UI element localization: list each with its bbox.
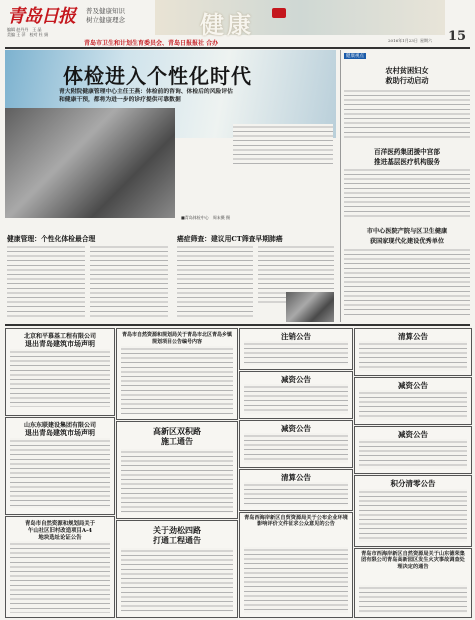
mid-right-col-1 <box>177 244 253 319</box>
notice-13 <box>354 377 472 425</box>
notice-4-title: 青岛市自然资源和规划局关于青岛市北区青岛乡镇 <box>121 332 232 338</box>
right-story-3-title-b: 获国家现代化建设优秀单位 <box>369 238 445 245</box>
notice-4 <box>116 328 238 420</box>
notice-3 <box>5 516 115 618</box>
lead-article <box>5 50 336 230</box>
notice-15-title: 积分清零公告 <box>390 479 436 488</box>
notice-9-title: 减资公告 <box>281 424 311 433</box>
lead-subtitle-2: 和健康干预，都将为进一步的诊疗提供可靠数据 <box>59 97 181 103</box>
mid-left-col-2 <box>90 244 168 319</box>
lead-intro-text <box>233 124 333 164</box>
notice-10 <box>239 469 353 511</box>
mid-right-headline: 癌症筛查：建议用CT筛查早期肺癌 <box>177 235 283 243</box>
notice-15 <box>354 475 472 547</box>
notice-5 <box>116 421 238 519</box>
notice-14 <box>354 426 472 474</box>
notice-12 <box>354 328 472 376</box>
slogan-line-1: 普及健康知识 <box>86 7 125 15</box>
masthead <box>0 0 475 48</box>
slogan-line-2: 树立健康理念 <box>86 16 125 24</box>
mid-left-headline: 健康管理：个性化体检最合理 <box>7 235 96 243</box>
notice-2 <box>5 417 115 515</box>
right-story-1-title: 农村贫困妇女 <box>385 66 429 75</box>
notice-12-title: 清算公告 <box>398 332 428 341</box>
lead-subtitle-1: 青大附院健康管理中心主任王燕：体检前的咨询、体检后的风险评估 <box>59 89 233 95</box>
right-story-1-title-b: 救助行动启动 <box>385 76 429 85</box>
right-story-3-text <box>344 247 470 317</box>
notice-5-title-b: 施工通告 <box>161 436 193 446</box>
notice-1 <box>5 328 115 416</box>
notice-5-title: 高新区双积路 <box>153 426 201 436</box>
notice-4-title-b: 规划项目公告编号内容 <box>151 339 202 345</box>
notice-3-title: 青岛市自然资源和规划局关于 <box>24 521 96 527</box>
notice-11-title: 青岛西海岸新区自贸资源局关于公布企业环境影响评价文件征求公众意见的公告 <box>244 515 348 528</box>
right-story-2-title-b: 推进基层医疗机构服务 <box>374 158 440 166</box>
lead-photo-credit: ■青岛体检中心 周末摄 摄 <box>181 215 231 220</box>
notice-9 <box>239 420 353 468</box>
newspaper-logo: 青岛日报 <box>7 6 75 27</box>
right-story-3-title: 市中心医院产院与区卫生健康 <box>366 228 448 235</box>
lead-photo <box>5 108 175 218</box>
section-banner <box>155 0 445 35</box>
notice-1-title-b: 退出青岛建筑市场声明 <box>25 339 95 348</box>
sponsor-line: 青岛市卫生和计划生育委员会、青岛日报报社 合办 <box>84 40 219 47</box>
right-story-2-title: 百洋医药集团援中宫部 <box>374 148 440 156</box>
right-tag: 健康视点 <box>346 54 364 59</box>
notice-14-title: 减资公告 <box>398 430 428 439</box>
notice-11 <box>239 512 353 618</box>
notice-8-title: 减资公告 <box>281 375 311 384</box>
notice-16 <box>354 548 472 618</box>
date-line: 2016年1月23日 <box>388 38 418 43</box>
editor-credit: 编辑 赵丹丹 王 晶 <box>7 27 42 32</box>
mid-left-col-1 <box>7 244 85 319</box>
design-credit: 美编 王 萍 校对 杜 娟 <box>7 32 49 37</box>
right-story-1-text <box>344 88 470 140</box>
notice-6-title-b: 打通工程通告 <box>153 535 201 545</box>
section-badge <box>272 8 286 18</box>
page-number: 15 <box>448 29 467 44</box>
notice-10-title: 清算公告 <box>281 473 311 482</box>
notice-3-title-c: 地块选址论证公告 <box>38 535 82 541</box>
notice-13-title: 减资公告 <box>398 381 428 390</box>
notice-6 <box>116 520 238 618</box>
section-title: 健康 <box>200 10 254 39</box>
mid-right-photo <box>286 292 334 322</box>
lead-headline: 体检进入个性化时代 <box>63 64 252 88</box>
notice-2-title-b: 退出青岛建筑市场声明 <box>25 428 95 437</box>
notice-7-title: 注销公告 <box>281 332 311 341</box>
notice-8 <box>239 371 353 419</box>
notice-3-title-b: 午山社区旧村改造项目A-4 <box>27 528 93 534</box>
notice-7 <box>239 328 353 370</box>
notice-1-title: 北京和平慕基工程有限公司 <box>23 333 96 340</box>
weekday: 星期六 <box>420 38 432 43</box>
notice-6-title: 关于劲松四路 <box>153 525 201 535</box>
notice-16-title: 青岛市西海岸新区自然资源局关于山东德荣集团有限公司青岛高新园区发生火灾事故调查处理决定的通告 <box>361 551 465 570</box>
right-story-2-text <box>344 167 470 219</box>
notice-2-title: 山东东联建设集团有限公司 <box>23 422 96 429</box>
